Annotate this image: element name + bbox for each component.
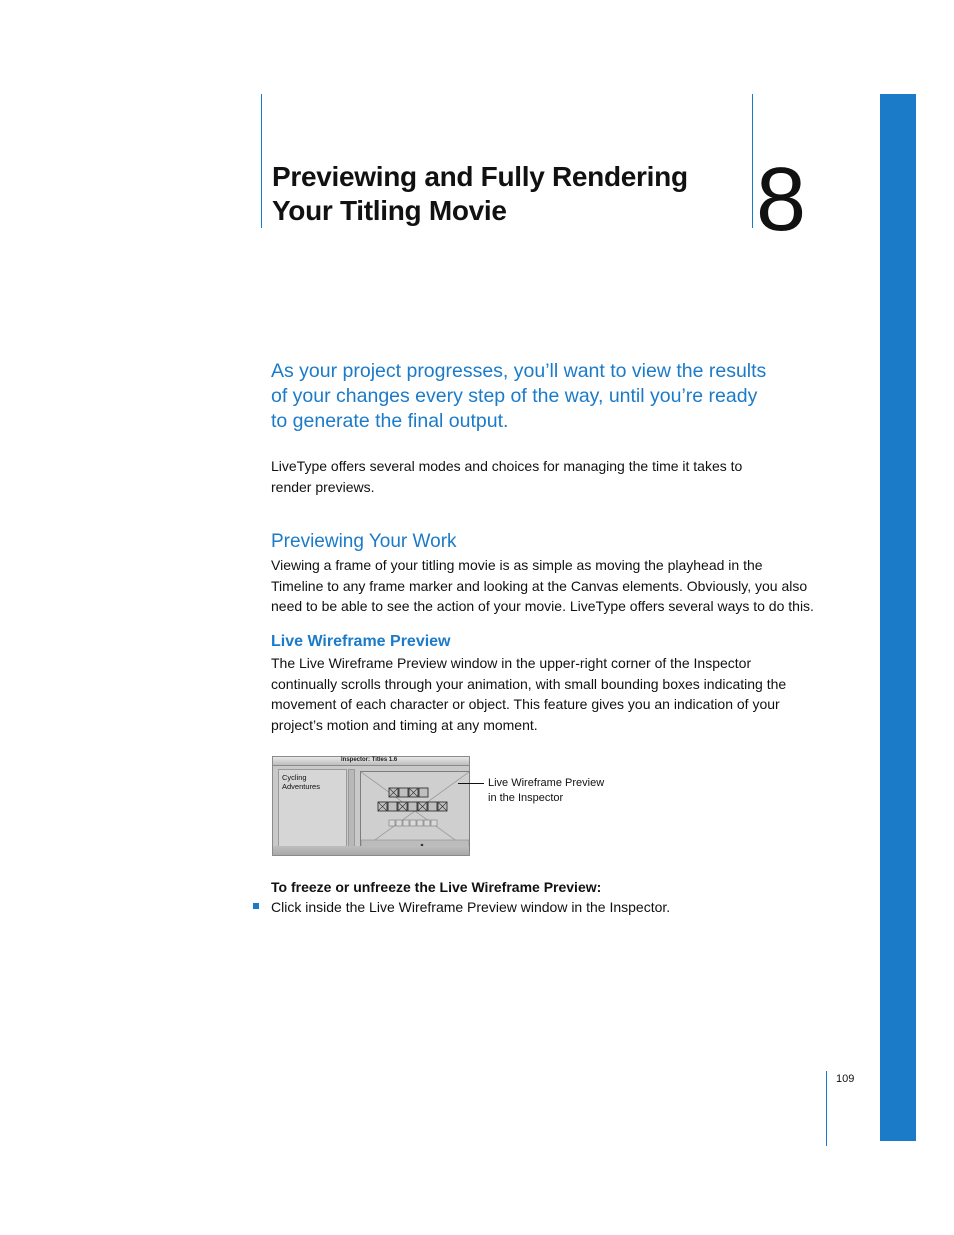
inspector-window-title: Inspector: Titles 1.6	[341, 757, 398, 763]
callout-leader-line	[458, 783, 484, 784]
chapter-title	[272, 160, 732, 228]
live-wireframe-preview[interactable]	[360, 771, 470, 851]
inspector-screenshot	[272, 756, 470, 856]
intro-line: to generate the final output.	[271, 410, 509, 432]
paragraph-line: need to be able to see the action of your movie. LiveType offers several ways to do this.	[271, 598, 814, 614]
chapter-number-rule	[752, 94, 753, 228]
paragraph-line: render previews.	[271, 478, 375, 495]
chapter-title-line: Your Titling Movie	[272, 195, 507, 226]
subsection-heading: Live Wireframe Preview	[271, 633, 451, 650]
callout-line-text: in the Inspector	[488, 792, 564, 804]
section-heading: Previewing Your Work	[271, 531, 457, 552]
inspector-list-text	[282, 773, 320, 791]
paragraph-line: The Live Wireframe Preview window in the upper-right corner of the Inspector	[271, 655, 752, 671]
paragraph-line: Timeline to any frame marker and looking at the Canvas elements. Obviously, you also	[271, 577, 808, 594]
chapter-intro	[271, 359, 811, 434]
section-paragraph	[271, 555, 831, 617]
wireframe-boxes-graphic	[361, 772, 469, 850]
inspector-scrollbar	[348, 769, 355, 853]
list-line: Adventures	[282, 782, 320, 791]
callout-line-text: Live Wireframe Preview	[488, 777, 605, 789]
chapter-tab-bar	[880, 94, 916, 1141]
subsection-paragraph	[271, 653, 831, 735]
intro-paragraph	[271, 456, 831, 497]
inspector-titlebar	[273, 757, 469, 766]
paragraph-line: continually scrolls through your animation, with small bounding boxes indicating the	[271, 675, 787, 692]
inspector-bottom-edge	[273, 846, 469, 855]
chapter-title-line: Previewing and Fully Rendering	[272, 161, 688, 192]
paragraph-line: Viewing a frame of your titling movie is as simple as moving the playhead in the	[271, 557, 763, 573]
task-title: To freeze or unfreeze the Live Wireframe Preview:	[271, 879, 602, 895]
paragraph-line: movement of each character or object. This feature gives you an indication of your	[271, 696, 780, 712]
chapter-number: 8	[756, 150, 807, 250]
paragraph-line: LiveType offers several modes and choices for managing the time it takes to	[271, 458, 743, 474]
task-step: Click inside the Live Wireframe Preview window in the Inspector.	[271, 899, 671, 915]
figure-callout	[488, 776, 604, 806]
chapter-title-rule	[261, 94, 262, 228]
inspector-text-list	[278, 769, 347, 853]
page-number-rule	[826, 1071, 827, 1146]
list-line: Cycling	[282, 773, 307, 782]
page-number: 109	[836, 1073, 855, 1085]
paragraph-line: project’s motion and timing at any moment.	[271, 716, 538, 733]
intro-line: As your project progresses, you’ll want to view the results	[271, 360, 767, 382]
bullet-icon	[253, 903, 259, 909]
intro-line: of your changes every step of the way, until you’re ready	[271, 385, 758, 407]
